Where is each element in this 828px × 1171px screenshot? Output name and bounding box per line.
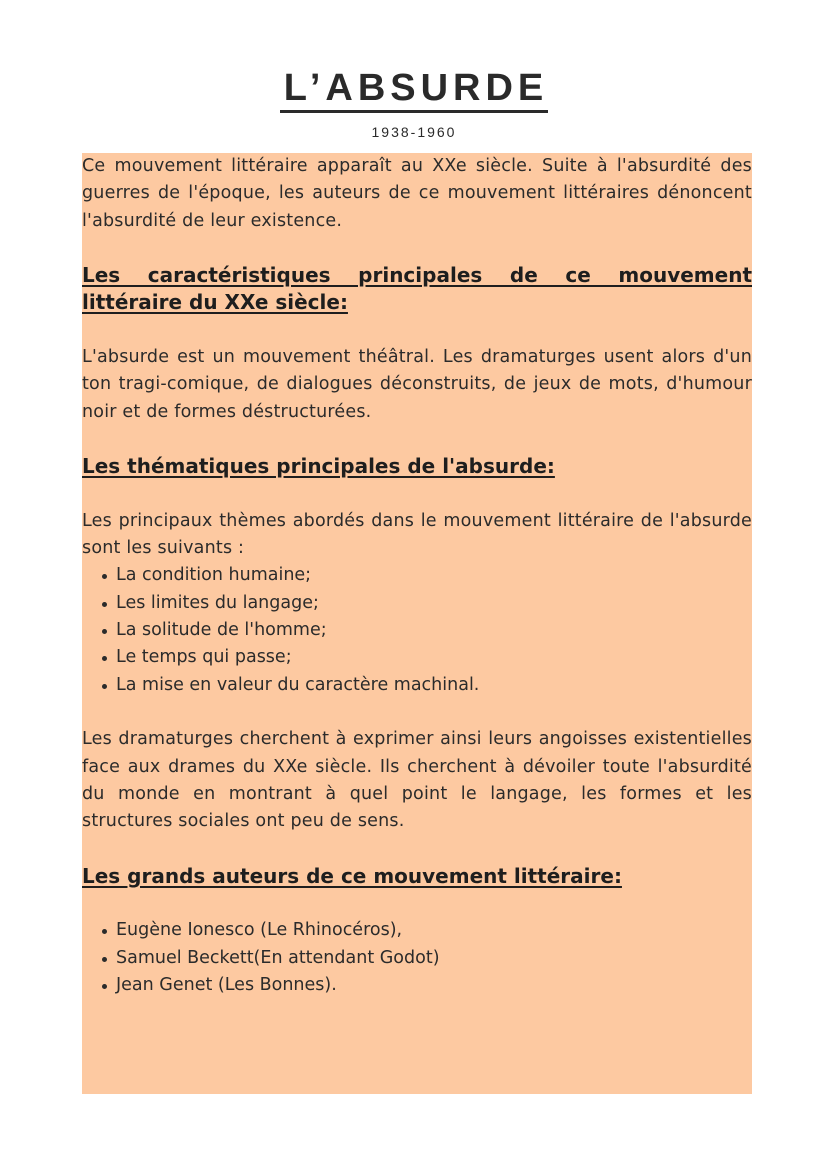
spacer	[82, 317, 752, 344]
list-item: La solitude de l'homme;	[116, 617, 752, 644]
spacer	[82, 699, 752, 726]
spacer	[82, 426, 752, 453]
intro-paragraph: Ce mouvement littéraire apparaît au XXe siècle. Suite à l'absurdité des guerres de l'époque, les auteurs de ce mouvement littéraires dénoncent l'absurdité de leur existence.	[82, 156, 752, 231]
list-item: Jean Genet (Les Bonnes).	[116, 972, 752, 999]
themes-heading: Les thématiques principales de l'absurde:	[82, 454, 555, 479]
spacer	[82, 890, 752, 917]
list-item: Le temps qui passe;	[116, 644, 752, 671]
list-item: Les limites du langage;	[116, 590, 752, 617]
themes-intro-paragraph: Les principaux thèmes abordés dans le mouvement littéraire de l'absurde sont les suivants :	[82, 510, 752, 559]
page-title	[0, 66, 828, 110]
spacer	[82, 235, 752, 262]
list-item: Samuel Beckett(En attendant Godot)	[116, 945, 752, 972]
document-body	[82, 153, 752, 999]
authors-list	[82, 917, 752, 999]
spacer	[82, 481, 752, 508]
authors-heading: Les grands auteurs de ce mouvement littéraire:	[82, 863, 622, 888]
date-range: 1938-1960	[371, 124, 457, 140]
list-item: La condition humaine;	[116, 562, 752, 589]
characteristics-paragraph: L'absurde est un mouvement théâtral. Les dramaturges usent alors d'un ton tragi-comique, de dialogues déconstruits, de jeux de mots, d'humour noir et de formes déstructurées.	[82, 347, 752, 422]
page-title-text: L’ABSURDE	[280, 67, 549, 113]
spacer	[82, 835, 752, 862]
list-item: La mise en valeur du caractère machinal.	[116, 672, 752, 699]
list-item: Eugène Ionesco (Le Rhinocéros),	[116, 917, 752, 944]
themes-list	[82, 562, 752, 698]
themes-conclusion-paragraph: Les dramaturges cherchent à exprimer ainsi leurs angoisses existentielles face aux drames du XXe siècle. Ils cherchent à dévoiler toute l'absurdité du monde en montrant à quel point le langage, les formes et les structures sociales ont peu de sens.	[82, 729, 752, 832]
characteristics-heading: Les caractéristiques principales de ce mouvement littéraire du XXe siècle:	[82, 263, 752, 315]
